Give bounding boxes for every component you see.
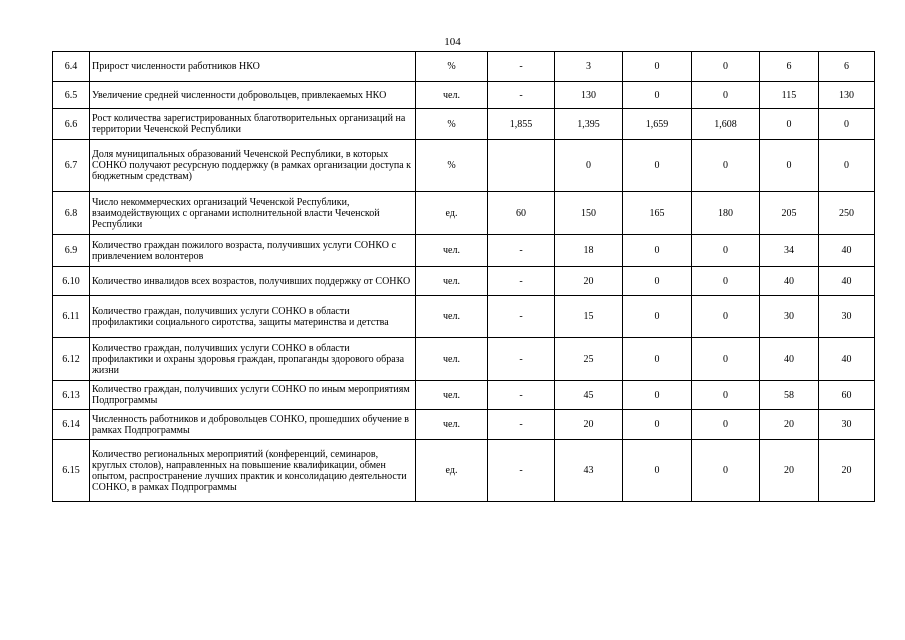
- value-cell: 0: [692, 381, 760, 410]
- row-number: 6.6: [53, 109, 90, 140]
- table-row: [53, 140, 875, 192]
- row-number: 6.11: [53, 296, 90, 338]
- value-cell: 0: [692, 440, 760, 502]
- unit-cell: %: [416, 109, 488, 140]
- row-number: 6.8: [53, 192, 90, 235]
- value-cell: 150: [555, 192, 623, 235]
- value-cell: 45: [555, 381, 623, 410]
- value-cell: 40: [760, 338, 819, 381]
- value-cell: 1,855: [488, 109, 555, 140]
- value-cell: 0: [692, 410, 760, 440]
- value-cell: 0: [623, 381, 692, 410]
- value-cell: 1,395: [555, 109, 623, 140]
- indicator-name: Число некоммерческих организаций Чеченской Республики, взаимодействующих с органами исполнительной власти Чеченской Республики: [90, 192, 416, 235]
- value-cell: 40: [819, 267, 875, 296]
- value-cell: 165: [623, 192, 692, 235]
- row-number: 6.7: [53, 140, 90, 192]
- value-cell: 0: [692, 140, 760, 192]
- table-row: [53, 440, 875, 502]
- value-cell: 34: [760, 235, 819, 267]
- row-number: 6.9: [53, 235, 90, 267]
- table-row: [53, 410, 875, 440]
- value-cell: 0: [623, 410, 692, 440]
- indicator-name: Прирост численности работников НКО: [90, 52, 416, 82]
- value-cell: 6: [760, 52, 819, 82]
- value-cell: 0: [623, 267, 692, 296]
- table-row: [53, 52, 875, 82]
- value-cell: 30: [819, 410, 875, 440]
- row-number: 6.14: [53, 410, 90, 440]
- unit-cell: чел.: [416, 267, 488, 296]
- page-number: 104: [444, 36, 461, 48]
- value-cell: 0: [760, 109, 819, 140]
- table-row: [53, 338, 875, 381]
- value-cell: -: [488, 82, 555, 109]
- value-cell: 58: [760, 381, 819, 410]
- value-cell: -: [488, 381, 555, 410]
- value-cell: -: [488, 267, 555, 296]
- row-number: 6.5: [53, 82, 90, 109]
- value-cell: 205: [760, 192, 819, 235]
- value-cell: -: [488, 296, 555, 338]
- unit-cell: чел.: [416, 235, 488, 267]
- value-cell: 20: [819, 440, 875, 502]
- table-row: [53, 109, 875, 140]
- indicator-name: Количество инвалидов всех возрастов, получивших поддержку от СОНКО: [90, 267, 416, 296]
- table-row: [53, 235, 875, 267]
- value-cell: -: [488, 440, 555, 502]
- indicator-name: Количество граждан, получивших услуги СОНКО в области профилактики и охраны здоровья граждан, пропаганды здорового образа жизни: [90, 338, 416, 381]
- value-cell: 0: [819, 109, 875, 140]
- indicator-name: Рост количества зарегистрированных благотворительных организаций на территории Чеченской Республики: [90, 109, 416, 140]
- value-cell: 1,659: [623, 109, 692, 140]
- value-cell: 130: [819, 82, 875, 109]
- unit-cell: чел.: [416, 82, 488, 109]
- unit-cell: чел.: [416, 296, 488, 338]
- value-cell: 40: [760, 267, 819, 296]
- value-cell: 3: [555, 52, 623, 82]
- value-cell: 43: [555, 440, 623, 502]
- value-cell: -: [488, 410, 555, 440]
- indicator-name: Количество региональных мероприятий (конференций, семинаров, круглых столов), направленных на повышение квалификации, обмен опытом, распространение лучших практик и консолидацию деятельности СОНКО, в рамках Подпрограммы: [90, 440, 416, 502]
- value-cell: -: [488, 52, 555, 82]
- unit-cell: %: [416, 140, 488, 192]
- value-cell: 0: [692, 52, 760, 82]
- table-body: [53, 52, 875, 502]
- row-number: 6.10: [53, 267, 90, 296]
- value-cell: 40: [819, 338, 875, 381]
- value-cell: 30: [819, 296, 875, 338]
- table-row: [53, 381, 875, 410]
- value-cell: 20: [555, 410, 623, 440]
- value-cell: 0: [692, 338, 760, 381]
- unit-cell: %: [416, 52, 488, 82]
- table-row: [53, 296, 875, 338]
- indicator-name: Увеличение средней численности добровольцев, привлекаемых НКО: [90, 82, 416, 109]
- indicator-name: Количество граждан, получивших услуги СОНКО в области профилактики социального сиротства, защиты материнства и детства: [90, 296, 416, 338]
- indicator-name: Доля муниципальных образований Чеченской Республики, в которых СОНКО получают ресурсную поддержку (в рамках организации доступа к бюджетным средствам): [90, 140, 416, 192]
- unit-cell: чел.: [416, 410, 488, 440]
- row-number: 6.4: [53, 52, 90, 82]
- indicators-table: [52, 51, 875, 502]
- indicator-name: Численность работников и добровольцев СОНКО, прошедших обучение в рамках Подпрограммы: [90, 410, 416, 440]
- unit-cell: ед.: [416, 192, 488, 235]
- row-number: 6.13: [53, 381, 90, 410]
- value-cell: 0: [819, 140, 875, 192]
- value-cell: [488, 140, 555, 192]
- row-number: 6.15: [53, 440, 90, 502]
- value-cell: 18: [555, 235, 623, 267]
- value-cell: 15: [555, 296, 623, 338]
- value-cell: 25: [555, 338, 623, 381]
- value-cell: 130: [555, 82, 623, 109]
- unit-cell: чел.: [416, 381, 488, 410]
- table-row: [53, 267, 875, 296]
- value-cell: 60: [819, 381, 875, 410]
- table-row: [53, 192, 875, 235]
- value-cell: 0: [692, 82, 760, 109]
- value-cell: 0: [623, 140, 692, 192]
- value-cell: -: [488, 235, 555, 267]
- value-cell: 0: [623, 440, 692, 502]
- value-cell: 40: [819, 235, 875, 267]
- unit-cell: ед.: [416, 440, 488, 502]
- value-cell: 0: [555, 140, 623, 192]
- value-cell: 20: [760, 440, 819, 502]
- value-cell: 0: [760, 140, 819, 192]
- unit-cell: чел.: [416, 338, 488, 381]
- value-cell: 115: [760, 82, 819, 109]
- value-cell: 6: [819, 52, 875, 82]
- row-number: 6.12: [53, 338, 90, 381]
- value-cell: 30: [760, 296, 819, 338]
- value-cell: 0: [692, 235, 760, 267]
- value-cell: 180: [692, 192, 760, 235]
- table-row: [53, 82, 875, 109]
- indicator-name: Количество граждан, получивших услуги СОНКО по иным мероприятиям Подпрограммы: [90, 381, 416, 410]
- value-cell: 0: [623, 82, 692, 109]
- value-cell: 0: [623, 296, 692, 338]
- value-cell: -: [488, 338, 555, 381]
- value-cell: 0: [623, 52, 692, 82]
- value-cell: 0: [692, 267, 760, 296]
- value-cell: 1,608: [692, 109, 760, 140]
- value-cell: 20: [555, 267, 623, 296]
- value-cell: 0: [623, 338, 692, 381]
- value-cell: 0: [692, 296, 760, 338]
- value-cell: 0: [623, 235, 692, 267]
- value-cell: 60: [488, 192, 555, 235]
- value-cell: 20: [760, 410, 819, 440]
- indicator-name: Количество граждан пожилого возраста, получивших услуги СОНКО с привлечением волонтеров: [90, 235, 416, 267]
- value-cell: 250: [819, 192, 875, 235]
